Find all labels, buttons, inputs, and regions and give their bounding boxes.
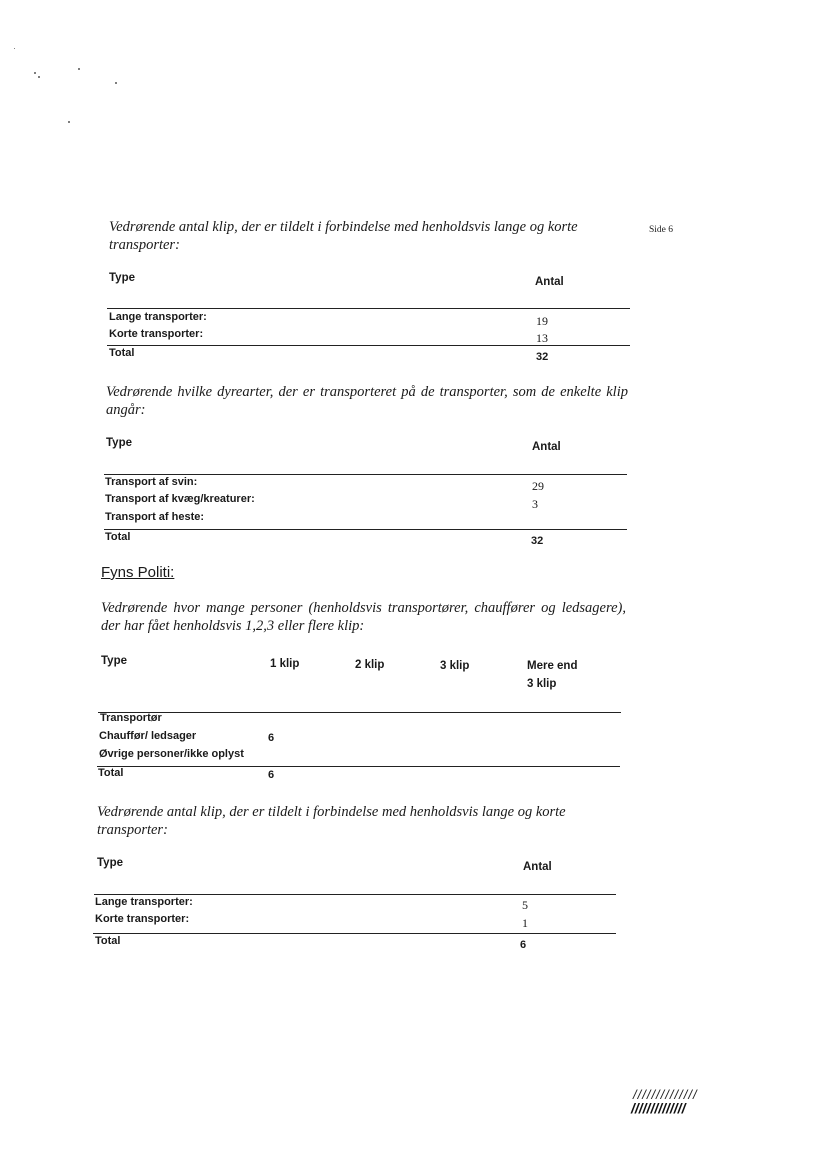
section3-col-more-line2: 3 klip <box>527 678 557 690</box>
section1-total-label: Total <box>109 347 135 359</box>
section1-total-value: 32 <box>536 351 549 363</box>
section1-col-count: Antal <box>535 276 564 288</box>
section4-col-type: Type <box>97 857 123 869</box>
section4-total-label: Total <box>95 935 121 947</box>
section4-total-value: 6 <box>520 939 527 951</box>
section1-row-label: Korte transporter: <box>109 328 204 340</box>
section4-row-value: 1 <box>522 916 528 930</box>
section3-header-rule <box>98 712 621 713</box>
section2-col-type: Type <box>106 437 132 449</box>
section3-row-label: Øvrige personer/ikke oplyst <box>99 748 244 760</box>
section2-row-label: Transport af heste: <box>105 511 205 523</box>
section3-intro: Vedrørende hvor mange personer (henholdsvis transportører, chauffører og ledsagere), der har fået henholdsvis 1,2,3 eller flere klip: <box>101 600 626 634</box>
section4-total-rule <box>93 933 616 934</box>
section1-col-type: Type <box>109 272 135 284</box>
section4-intro: Vedrørende antal klip, der er tildelt i forbindelse med henholdsvis lange og korte transporter: <box>97 804 566 838</box>
section3-col-1: 1 klip <box>270 658 300 670</box>
section2-intro: Vedrørende hvilke dyrearter, der er transporteret på de transporter, som de enkelte klip angår: <box>106 384 628 418</box>
section1-row-value: 19 <box>536 314 548 328</box>
section4-col-count: Antal <box>523 861 552 873</box>
section1-row-label: Lange transporter: <box>109 311 207 323</box>
section2-total-label: Total <box>105 531 131 543</box>
section3-row-label: Transportør <box>100 712 162 724</box>
section1-total-rule <box>107 345 630 346</box>
barcode-mark-bottom: ////////////// <box>631 1100 686 1116</box>
police-heading: Fyns Politi: <box>101 564 175 581</box>
scan-speck <box>68 121 70 123</box>
page-number: Side 6 <box>649 225 674 235</box>
barcode-mark-top: ////////////// <box>633 1087 698 1102</box>
scan-speck <box>34 72 36 74</box>
section2-total-value: 32 <box>531 535 544 547</box>
section1-header-rule <box>107 308 630 309</box>
section2-col-count: Antal <box>532 441 561 453</box>
section2-row-value: 3 <box>532 497 538 511</box>
section2-row-value: 29 <box>532 479 544 493</box>
section2-header-rule <box>104 474 627 475</box>
section3-col-2: 2 klip <box>355 659 385 671</box>
section2-row-label: Transport af kvæg/kreaturer: <box>105 493 255 505</box>
section3-col-3: 3 klip <box>440 660 470 672</box>
section3-row-label: Chauffør/ ledsager <box>99 730 197 742</box>
scan-speck <box>38 76 40 78</box>
section3-total-value: 6 <box>268 769 275 781</box>
scan-speck <box>115 82 117 84</box>
section4-row-value: 5 <box>522 898 528 912</box>
section3-col-type: Type <box>101 655 127 667</box>
section3-col-more-line1: Mere end <box>527 660 578 672</box>
section4-row-label: Korte transporter: <box>95 913 190 925</box>
scan-speck <box>78 68 80 70</box>
section3-row-value: 6 <box>268 732 275 744</box>
section4-header-rule <box>94 894 616 895</box>
section3-total-label: Total <box>98 767 124 779</box>
section2-row-label: Transport af svin: <box>105 476 198 488</box>
section1-row-value: 13 <box>536 331 548 345</box>
section2-total-rule <box>104 529 627 530</box>
scan-speck <box>14 48 15 49</box>
section4-row-label: Lange transporter: <box>95 896 193 908</box>
section3-total-rule <box>97 766 620 767</box>
section1-intro: Vedrørende antal klip, der er tildelt i forbindelse med henholdsvis lange og korte transporter: <box>109 219 578 253</box>
